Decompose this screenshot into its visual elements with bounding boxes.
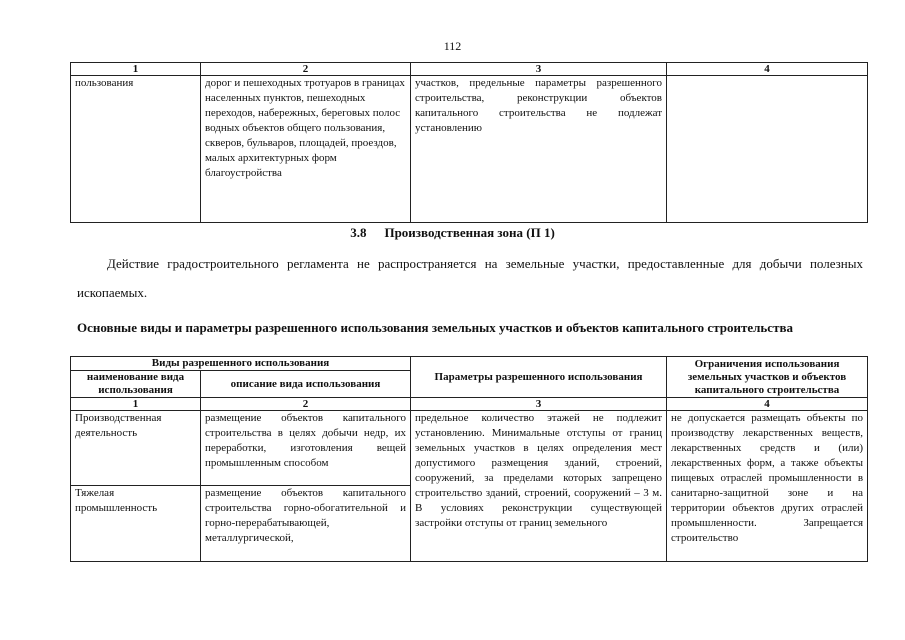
continued-table — [70, 62, 868, 223]
header-name: наименование вида использования — [71, 371, 201, 398]
header-group: Виды разрешенного использования — [71, 357, 411, 371]
cell-name: Производственная деятельность — [71, 411, 201, 486]
cell-parameters: участков, предельные параметры разрешенного строительства, реконструкции объектов капитального строительства не подлежат установлению — [411, 76, 667, 223]
section-title — [0, 225, 905, 241]
cell-description: размещение объектов капитального строительства в целях добычи недр, их переработки, изготовления вещей промышленным способом — [201, 411, 411, 486]
header-description: описание вида использования — [201, 371, 411, 398]
col-number-1: 1 — [71, 63, 201, 76]
cell-description: дорог и пешеходных тротуаров в границах населенных пунктов, пешеходных переходов, набережных, береговых полос водных объектов общего пользования, скверов, бульваров, площадей, проездов, малых архитектурных форм благоустройства — [201, 76, 411, 223]
section-number: 3.8 — [350, 225, 367, 240]
header-params: Параметры разрешенного использования — [411, 357, 667, 398]
section-title-text: Производственная зона (П 1) — [384, 225, 555, 240]
permitted-use-table — [70, 356, 868, 562]
header-limits: Ограничения использования земельных участков и объектов капитального строительства — [667, 357, 868, 398]
col-number-1: 1 — [71, 398, 201, 411]
cell-description: размещение объектов капитального строительства горно-обогатительной и горно-перерабатывающей, металлургической, — [201, 486, 411, 562]
col-number-3: 3 — [411, 398, 667, 411]
table-row — [71, 76, 868, 223]
col-number-3: 3 — [411, 63, 667, 76]
col-number-4: 4 — [667, 63, 868, 76]
table-caption: Основные виды и параметры разрешенного использования земельных участков и объектов капитального строительства — [77, 320, 793, 335]
section-paragraph: Действие градостроительного регламента не распространяется на земельные участки, предоставленные для добычи полезных ископаемых. — [77, 256, 863, 300]
column-number-row — [71, 63, 868, 76]
col-number-2: 2 — [201, 63, 411, 76]
cell-name: Тяжелая промышленность — [71, 486, 201, 562]
cell-limits: не допускается размещать объекты по производству лекарственных веществ, лекарственных средств и (или) лекарственных форм, а также объекты пищевых отраслей промышленности в санитарно-защитной зоне и на территории объектов других отраслей промышленности. Запрещается строительство — [667, 411, 868, 562]
col-number-2: 2 — [201, 398, 411, 411]
column-number-row — [71, 398, 868, 411]
page-number: 112 — [443, 39, 462, 53]
header-row-1 — [71, 357, 868, 371]
cell-parameters: предельное количество этажей не подлежит установлению. Минимальные отступы от границ земельных участков в целях определения мест допустимого размещения зданий, строений, сооружений, за пределами которых запрещено строительство зданий, строений, сооружений – 3 м. В условиях реконструкции существующей застройки отступы от границ земельного — [411, 411, 667, 562]
col-number-4: 4 — [667, 398, 868, 411]
cell-limits — [667, 76, 868, 223]
table-row — [71, 411, 868, 486]
cell-name: пользования — [71, 76, 201, 223]
